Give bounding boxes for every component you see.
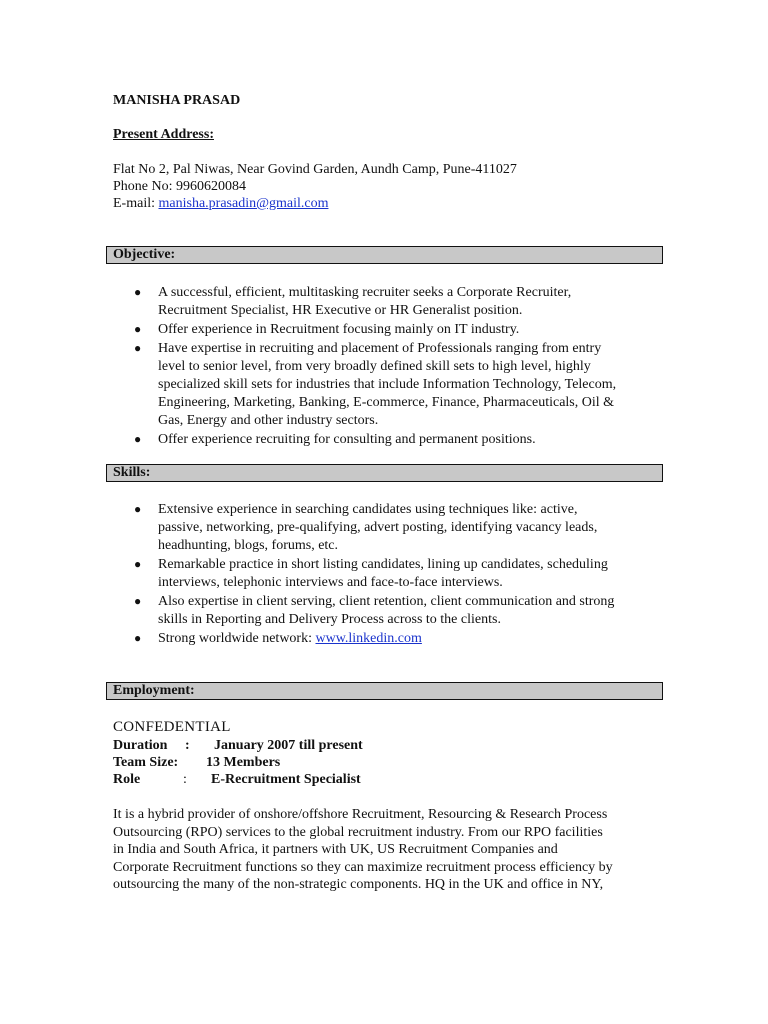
skills-item-line: headhunting, blogs, forums, etc. (158, 538, 339, 553)
candidate-name: MANISHA PRASAD (113, 93, 241, 108)
description-line: in India and South Africa, it partners with UK, US Recruitment Companies and (113, 842, 558, 857)
skills-item-line: skills in Reporting and Delivery Process across to the clients. (158, 612, 501, 627)
address-text: Flat No 2, Pal Niwas, Near Govind Garden, Aundh Camp, Pune-411027 (113, 162, 517, 177)
objective-item-line: Have expertise in recruiting and placement of Professionals ranging from entry (158, 341, 602, 356)
bullet-icon: ● (134, 322, 142, 336)
duration-separator: : (185, 738, 190, 753)
skills-item-line: Extensive experience in searching candidates using techniques like: active, (158, 502, 578, 517)
skills-item-line: interviews, telephonic interviews and face-to-face interviews. (158, 575, 503, 590)
network-label: Strong worldwide network: (158, 631, 316, 646)
bullet-icon: ● (134, 502, 142, 516)
skills-network-item (158, 630, 422, 648)
employment-heading: Employment: (113, 683, 195, 698)
bullet-icon: ● (134, 285, 142, 299)
objective-item-line: level to senior level, from very broadly defined skill sets to high level, highly (158, 359, 591, 374)
skills-item-line: Also expertise in client serving, client retention, client communication and strong (158, 594, 615, 609)
bullet-icon: ● (134, 557, 142, 571)
bullet-icon: ● (134, 594, 142, 608)
role-value: E-Recruitment Specialist (211, 772, 361, 787)
objective-heading-bar (106, 246, 663, 264)
company-name: CONFEDENTIAL (113, 719, 231, 735)
skills-item-line: passive, networking, pre-qualifying, advert posting, identifying vacancy leads, (158, 520, 598, 535)
objective-item-line: A successful, efficient, multitasking recruiter seeks a Corporate Recruiter, (158, 285, 572, 300)
objective-item-line: Recruitment Specialist, HR Executive or HR Generalist position. (158, 303, 523, 318)
employment-heading-bar (106, 682, 663, 700)
skills-item-line: Remarkable practice in short listing candidates, lining up candidates, scheduling (158, 557, 608, 572)
address-label: Present Address: (113, 127, 214, 142)
phone-text: Phone No: 9960620084 (113, 179, 246, 194)
email-link[interactable]: manisha.prasadin@gmail.com (158, 196, 329, 211)
description-line: outsourcing the many of the non-strategic components. HQ in the UK and office in NY, (113, 877, 604, 892)
objective-item-line: specialized skill sets for industries that include Information Technology, Telecom, (158, 377, 617, 392)
duration-label: Duration (113, 738, 168, 753)
description-line: Outsourcing (RPO) services to the global recruitment industry. From our RPO facilities (113, 824, 603, 840)
objective-item-line: Offer experience in Recruitment focusing mainly on IT industry. (158, 322, 520, 337)
bullet-icon: ● (134, 432, 142, 446)
objective-heading: Objective: (113, 247, 176, 262)
objective-item-line: Gas, Energy and other industry sectors. (158, 413, 379, 428)
email-label: E-mail: (113, 196, 159, 211)
duration-value: January 2007 till present (214, 738, 363, 753)
skills-heading: Skills: (113, 465, 151, 480)
description-line: Corporate Recruitment functions so they can maximize recruitment process efficiency by (113, 859, 613, 875)
skills-heading-bar (106, 464, 663, 482)
linkedin-link[interactable]: www.linkedin.com (315, 631, 422, 646)
role-separator: : (183, 772, 187, 787)
email-line (113, 195, 328, 212)
bullet-icon: ● (134, 341, 142, 355)
objective-item-line: Offer experience recruiting for consulting and permanent positions. (158, 432, 536, 447)
description-line: It is a hybrid provider of onshore/offshore Recruitment, Resourcing & Research Process (113, 807, 608, 822)
team-size-label: Team Size: (113, 755, 179, 770)
team-size-value: 13 Members (206, 755, 281, 770)
bullet-icon: ● (134, 631, 142, 645)
role-label: Role (113, 772, 141, 787)
objective-item-line: Engineering, Marketing, Banking, E-commerce, Finance, Pharmaceuticals, Oil & (158, 395, 615, 410)
